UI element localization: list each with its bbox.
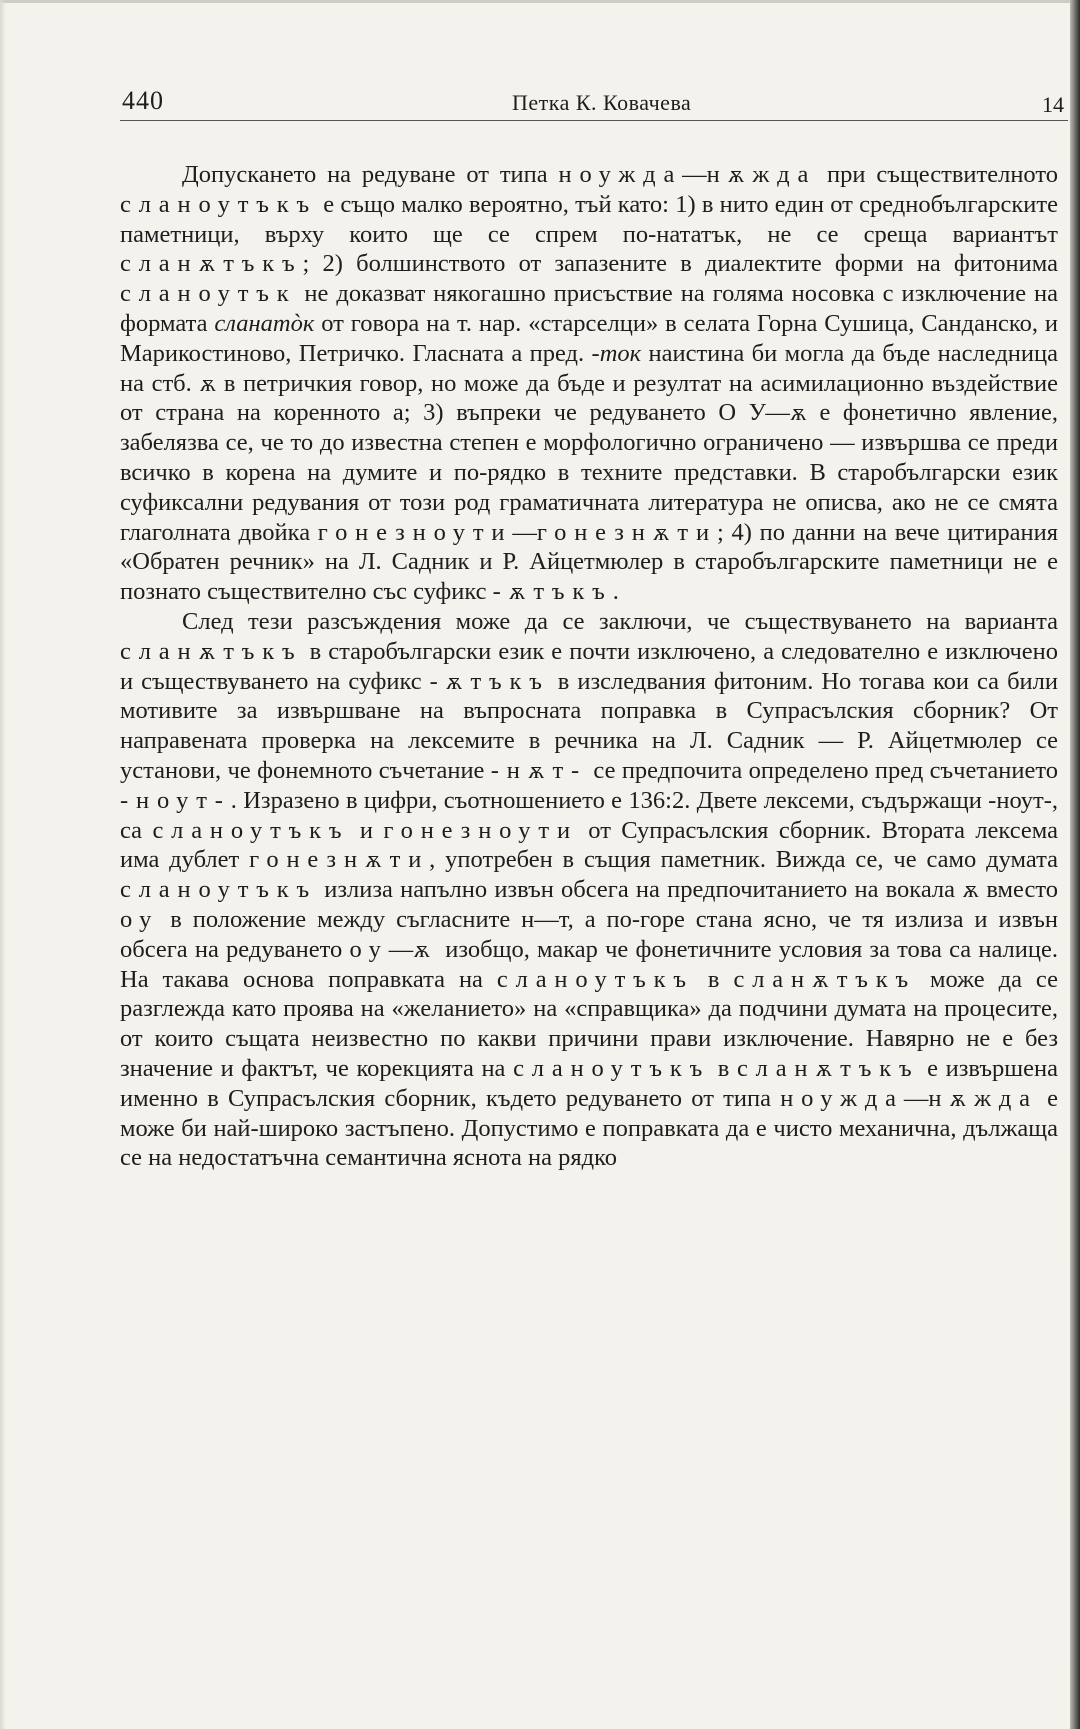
- paragraph-2: След тези разсъждения може да се заключи, че съществуването на варианта сланѫтъкъ в старобългарски език е почти изключено, а следователно е изключено и съществуването на суфикс -ѫтъкъ в изследвания фитоним. Но тогава кои са били мотивите за извършване на въпросната поправка в Супрасълския сборник? От направената проверка на лексемите в речника на Л. Садник — Р. Айцетмюлер се установи, че фонемното съчетание -нѫт- се предпочита определено пред съчетанието -ноут-. Изразено в цифри, съотношението е 136:2. Двете лексеми, съдържащи -ноут-, са сланоутъкъ и гонезноути от Супрасълския сборник. Втората лексема има дублет гонезнѫти, употребен в същия паметник. Вижда се, че само думата сланоутъкъ излиза напълно извън обсега на предпочитанието на вокала ѫ вместо оу в положение между съгласните н—т, а по-горе стана ясно, че тя излиза и извън обсега на редуването оу—ѫ изобщо, макар че фонетичните условия за това са налице. На такава основа поправката на сланоутъкъ в сланѫтъкъ може да се разглежда като проява на «желанието» на «справщика» да подчини думата на процесите, от които същата неизвестно по какви причини прави изключение. Навярно не е без значение и фактът, че корекцията на сланоутъкъ в сланѫтъкъ е извършена именно в Супрасълския сборник, където редуването от типа ноужда—нѫжда е може би най-широко застъпено. Допустимо е поправката да е чисто механична, дължаща се на недостатъчна семантична яснота на рядко: [120, 607, 1059, 1172]
- top-scan-edge: [0, 0, 1080, 3]
- left-scan-shadow: [0, 0, 6, 1729]
- body-text: [120, 160, 1058, 1173]
- running-title: Петка К. Ковачева: [512, 90, 692, 115]
- paragraph-1: Допускането на редуване от типа ноужда—нѫжда при съществителното сланоутъкъ е също малко вероятно, тъй като: 1) в нито един от среднобългарските паметници, върху които ще се спрем по-нататък, не се среща вариантът сланѫтъкъ; 2) болшинството от запазените в диалектите форми на фитонима сланоутък не доказват някогашно присъствие на голяма носовка с изключение на формата сланатòк от говора на т. нар. «старселци» в селата Горна Сушица, Санданско, и Марикостиново, Петричко. Гласната а пред. -ток наистина би могла да бъде наследница на стб. ѫ в петричкия говор, но може да бъде и резултат на асимилационно въздействие от страна на коренното а; 3) въпреки че редуването О У—ѫ е фонетично явление, забелязва се, че то до известна степен е морфологично ограничено — извършва се преди всичко в корена на думите и по-рядко в техните представки. В старобългарски език суфиксални редувания от този род граматичната литература не описва, ако не се смята глаголната двойка гонезноути—гонезнѫти; 4) по данни на вече цитирания «Обратен речник» на Л. Садник и Р. Айцетмюлер в старобългарските паметници не е познато съществително със суфикс -ѫтъкъ.: [120, 161, 1058, 606]
- page-number: 440: [122, 86, 164, 115]
- right-binding-edge: [1070, 0, 1080, 1729]
- cut-off-page-mark: 14: [1042, 92, 1064, 117]
- page-header: [120, 80, 1068, 122]
- header-rule: [120, 120, 1068, 121]
